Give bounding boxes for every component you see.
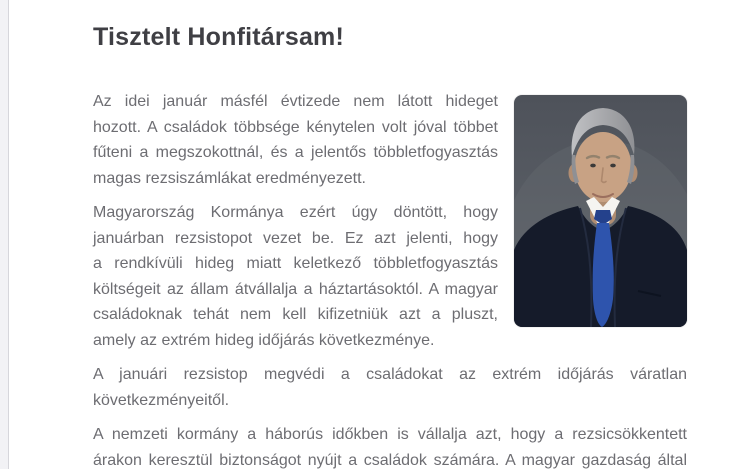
paragraph-line: fűteni a megszokottnál, és a jelentős többletfogyasztás (93, 144, 498, 161)
paragraph-line: Magyarország Kormánya ezért úgy döntött, hogy (93, 204, 498, 221)
paragraph-line: A januári rezsistop megvédi a családokat az extrém időjárás váratlan (93, 366, 687, 383)
eye-shape (610, 164, 616, 168)
page-left-edge (0, 0, 9, 469)
paragraph (93, 200, 498, 353)
paragraph (93, 422, 687, 469)
paragraph-line: januárban rezsistopot vezet be. Ez azt jelenti, hogy (93, 229, 498, 247)
paragraph (93, 89, 498, 191)
page-title: Tisztelt Honfitársam! (93, 23, 345, 51)
face-shape (575, 132, 632, 202)
paragraph-line: következményeitől. (93, 391, 230, 409)
paragraph-line: hozott. A családok többsége kénytelen volt jóval többet (93, 118, 498, 136)
paragraph-line: a rendkívüli hideg miatt keletkező többletfogyasztás (93, 255, 498, 272)
portrait-illustration (514, 95, 687, 327)
paragraph-line: családoknak tehát nem kell kifizetniük azt a pluszt, (93, 306, 498, 323)
eye-shape (590, 164, 596, 168)
paragraph-line: amely az extrém hideg időjárás következménye. (93, 331, 435, 349)
paragraph-line: Az idei január másfél évtizede nem látott hideget (93, 93, 498, 110)
paragraph (93, 362, 687, 413)
paragraph-line: árakon keresztül biztonságot nyújt a családok számára. A magyar gazdaság által (93, 451, 687, 469)
paragraph-line: magas rezsiszámlákat eredményezett. (93, 169, 366, 187)
portrait-photo (514, 95, 687, 327)
paragraph-line: A nemzeti kormány a háborús időkben is vállalja azt, hogy a rezsicsökkentett (93, 426, 687, 443)
paragraph-line: költségeit az állam átvállalja a háztartásoktól. A magyar (93, 280, 498, 298)
